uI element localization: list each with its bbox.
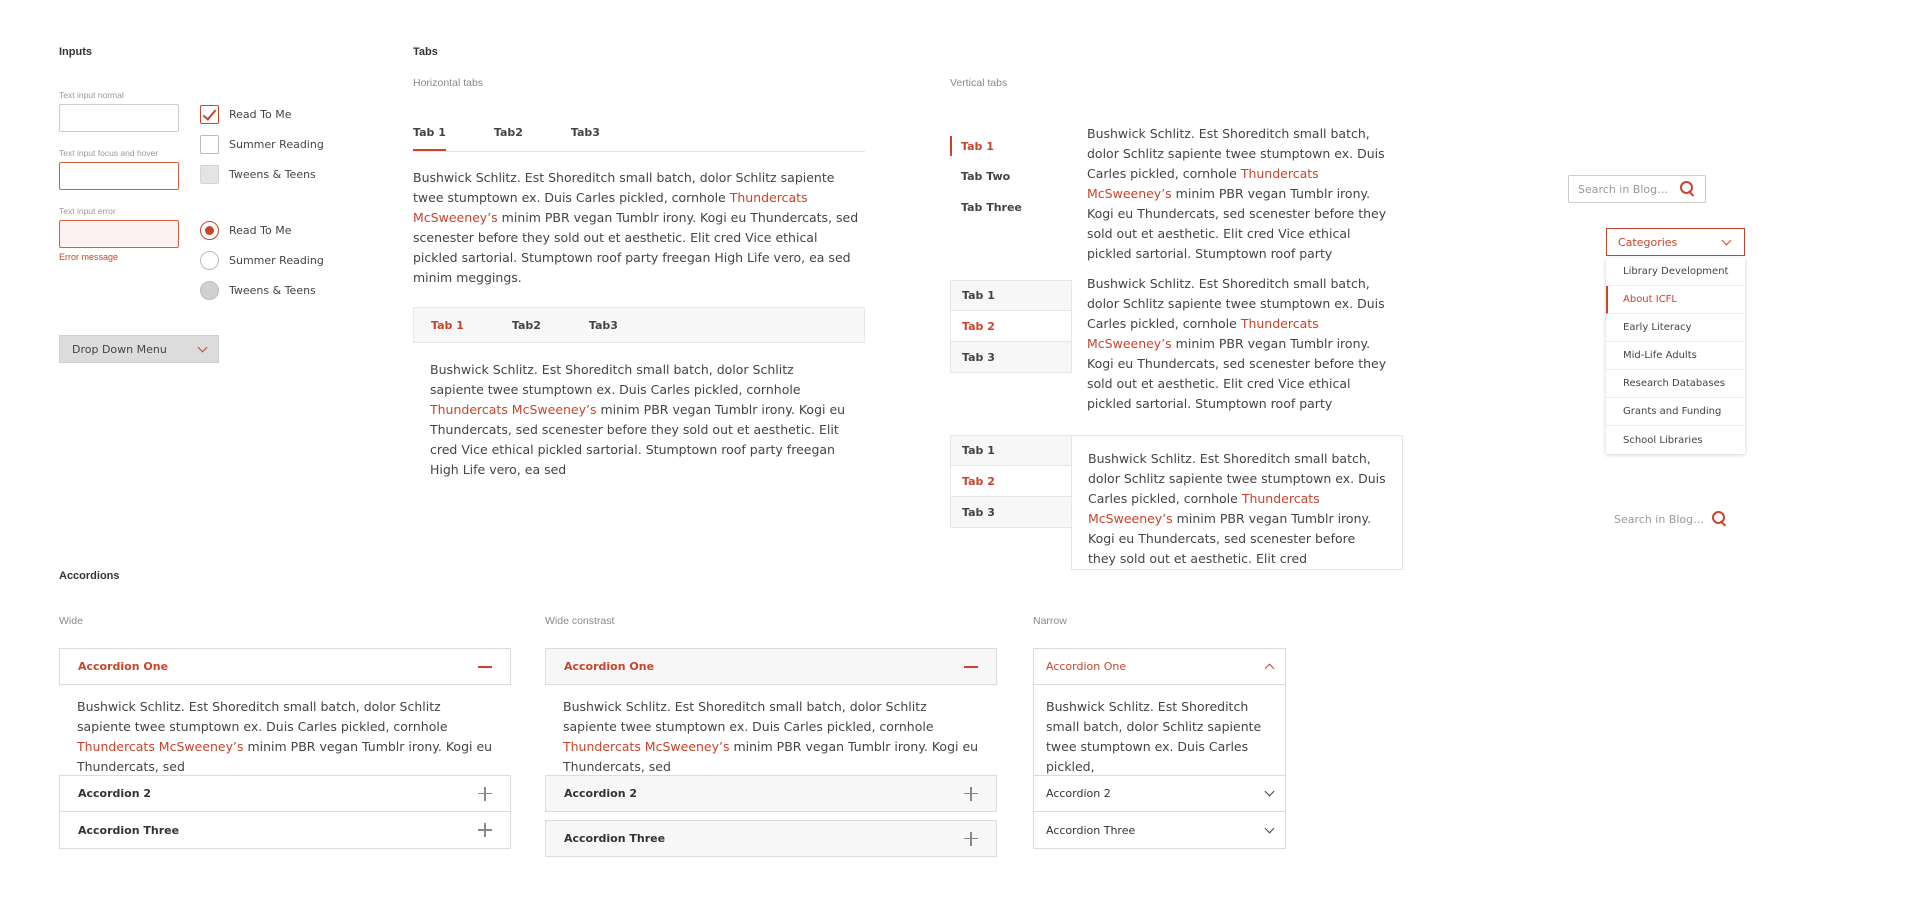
panel-text: minim PBR vegan Tumblr irony. Kogi eu Thundercats, sed scenester before they sold out et aesthetic. Elit cred Vice ethical pickled sartorial. Stumptown roof party	[1087, 336, 1387, 411]
text-input-normal[interactable]	[59, 104, 179, 132]
text-input-normal-label: Text input normal	[59, 90, 124, 100]
tab-3[interactable]: Tab 3	[950, 497, 1072, 528]
search-icon[interactable]	[1712, 511, 1728, 527]
accordion-title: Accordion One	[1046, 660, 1127, 673]
error-message: Error message	[59, 252, 119, 262]
categories-select[interactable]	[1606, 228, 1745, 256]
radio-read-to-me[interactable]	[200, 220, 324, 240]
search-box[interactable]	[1568, 175, 1706, 203]
minus-icon	[478, 666, 492, 668]
accordion-title: Accordion One	[78, 660, 169, 673]
accordion-title: Accordion 2	[78, 787, 152, 800]
tab-1[interactable]: Tab 1	[413, 126, 446, 151]
panel-text: minim PBR vegan Tumblr irony. Kogi eu Thundercats, sed scenester before they sold out et aesthetic. Elit cred	[1088, 511, 1372, 566]
accordion-text: minim PBR vegan Tumblr irony. Kogi eu Thundercats, sed	[77, 739, 493, 774]
search-plain[interactable]	[1614, 511, 1728, 527]
drop-down-label: Drop Down Menu	[72, 342, 167, 356]
plus-icon	[964, 787, 978, 801]
horizontal-tabs-label: Horizontal tabs	[413, 77, 484, 89]
vertical-tabs-simple	[950, 130, 1022, 223]
chevron-down-icon	[198, 342, 208, 352]
category-item[interactable]: Mid-Life Adults	[1606, 342, 1745, 370]
tabs-title: Tabs	[413, 46, 438, 58]
search-input-plain[interactable]: Search in Blog…	[1614, 512, 1705, 526]
accordion-one-header[interactable]	[545, 648, 997, 685]
accordion-title: Accordion Three	[564, 832, 666, 845]
categories-label: Categories	[1618, 235, 1678, 249]
panel-text: Bushwick Schlitz. Est Shoreditch small batch, dolor Schlitz sapiente twee stumptown ex. Duis Carles pickled, cornhole	[430, 362, 801, 397]
accordion-one-body	[545, 685, 997, 775]
accordion-text: Bushwick Schlitz. Est Shoreditch small batch, dolor Schlitz sapiente twee stumptown ex. Duis Carles pickled, cornhole	[77, 699, 448, 734]
tab-two[interactable]: Tab Two	[961, 170, 1011, 183]
category-item-active[interactable]: About ICFL	[1606, 286, 1745, 314]
accordion-text: minim PBR vegan Tumblr irony. Kogi eu Thundercats, sed	[563, 739, 979, 774]
accordion-link[interactable]: Thundercats McSweeney’s	[77, 739, 244, 754]
checkbox-read-to-me[interactable]	[200, 104, 324, 124]
panel-link[interactable]: Thundercats McSweeney’s	[1087, 316, 1319, 351]
accordion-one-body	[59, 685, 511, 775]
search-input[interactable]: Search in Blog…	[1578, 182, 1669, 196]
panel-text: Bushwick Schlitz. Est Shoreditch small batch, dolor Schlitz sapiente twee stumptown ex. Duis Carles pickled, cornhole	[413, 170, 835, 205]
accordion-three-header[interactable]	[545, 820, 997, 857]
checkbox-label: Tweens & Teens	[229, 167, 316, 181]
panel-text: Bushwick Schlitz. Est Shoreditch small batch, dolor Schlitz sapiente twee stumptown ex. Duis Carles pickled, cornhole	[1087, 276, 1385, 331]
search-icon[interactable]	[1680, 181, 1696, 197]
accordion-title: Accordion 2	[1046, 787, 1111, 800]
checkbox-label: Summer Reading	[229, 137, 324, 151]
radio-button-checked[interactable]	[200, 221, 219, 240]
plus-icon	[478, 823, 492, 837]
text-input-error-label: Text input error	[59, 206, 116, 216]
accordion-title: Accordion Three	[1046, 823, 1136, 837]
tab-2[interactable]: Tab2	[493, 126, 523, 139]
vertical-tab-panel-1	[1087, 124, 1397, 264]
tab-1[interactable]: Tab 1	[950, 435, 1072, 466]
accordion-three-header[interactable]	[59, 812, 511, 849]
category-item[interactable]: Research Databases	[1606, 370, 1745, 398]
horizontal-tabs	[413, 126, 865, 152]
checkbox-group	[200, 104, 324, 184]
panel-text: minim PBR vegan Tumblr irony. Kogi eu Thundercats, sed scenester before they sold out et aesthetic. Elit cred Vice ethical pickled sartorial. Stumptown roof party	[1087, 186, 1387, 261]
accordion-narrow-label: Narrow	[1033, 615, 1067, 627]
tab-1[interactable]: Tab 1	[950, 280, 1072, 311]
accordion-one-header[interactable]	[59, 648, 511, 685]
category-item[interactable]: Early Literacy	[1606, 314, 1745, 342]
category-item[interactable]: Library Development	[1606, 258, 1745, 286]
panel-text: Bushwick Schlitz. Est Shoreditch small batch, dolor Schlitz sapiente twee stumptown ex. Duis Carles pickled, cornhole	[1088, 451, 1386, 506]
tab-3[interactable]: Tab3	[570, 126, 600, 139]
drop-down-menu[interactable]	[59, 335, 219, 363]
accordion-title: Accordion 2	[564, 787, 638, 800]
categories-menu	[1606, 258, 1745, 454]
vertical-tab-panel-3	[1071, 435, 1403, 570]
minus-icon	[964, 666, 978, 668]
accordion-2-header[interactable]	[1033, 775, 1286, 812]
text-input-error[interactable]	[59, 220, 179, 248]
panel-text: minim PBR vegan Tumblr irony. Kogi eu Thundercats, sed scenester before they sold out et aesthetic. Elit cred Vice ethical pickled sartorial. Stumptown roof party freegan High Life vero, ea sed minim meggings.	[413, 210, 859, 285]
vertical-tabs-boxed-panel	[950, 435, 1072, 528]
accordion-link[interactable]: Thundercats McSweeney’s	[563, 739, 730, 754]
tab-three[interactable]: Tab Three	[961, 201, 1022, 214]
vertical-tabs-boxed	[950, 280, 1072, 373]
accordion-title: Accordion Three	[78, 823, 180, 837]
vertical-tabs-label: Vertical tabs	[950, 77, 1008, 89]
panel-link[interactable]: Thundercats McSweeney’s	[413, 190, 808, 225]
accordion-text: Bushwick Schlitz. Est Shoreditch small batch, dolor Schlitz sapiente twee stumptown ex. Duis Carles pickled, cornhole	[563, 699, 934, 734]
panel-text: Bushwick Schlitz. Est Shoreditch small batch, dolor Schlitz sapiente twee stumptown ex. Duis Carles pickled, cornhole	[1087, 126, 1385, 181]
horizontal-tab-panel-boxed	[430, 360, 850, 480]
panel-link[interactable]: Thundercats McSweeney’s	[430, 402, 597, 417]
radio-label: Read To Me	[229, 223, 292, 237]
text-input-focus-label: Text input focus and hover	[59, 148, 159, 158]
tab-3[interactable]: Tab 3	[950, 342, 1072, 373]
accordion-2-header[interactable]	[59, 775, 511, 812]
checkbox-tweens-teens	[200, 164, 324, 184]
horizontal-tabs-boxed	[413, 307, 865, 343]
radio-tweens-teens	[200, 280, 324, 300]
checkbox-box-disabled	[200, 165, 219, 184]
tab-2[interactable]: Tab 2	[950, 466, 1072, 497]
chevron-down-icon	[1265, 823, 1275, 833]
accordion-one-body	[1033, 685, 1286, 775]
accordion-wide	[59, 648, 511, 849]
radio-summer-reading[interactable]	[200, 250, 324, 270]
category-item[interactable]: School Libraries	[1623, 434, 1703, 446]
chevron-up-icon	[1265, 663, 1275, 673]
chevron-down-icon	[1265, 787, 1275, 797]
accordion-wide-contrast	[545, 648, 997, 857]
radio-label: Summer Reading	[229, 253, 324, 267]
accordion-contrast-label: Wide constrast	[545, 615, 615, 627]
accordion-three-header[interactable]	[1033, 812, 1286, 849]
panel-text: minim PBR vegan Tumblr irony. Kogi eu Thundercats, sed scenester before they sold out et aesthetic. Elit cred Vice ethical pickled sartorial. Stumptown roof party freegan High Life vero, ea sed	[430, 402, 846, 477]
tab-1[interactable]: Tab 1	[950, 136, 1022, 156]
accordion-narrow	[1033, 648, 1286, 849]
accordion-title: Accordion One	[564, 660, 655, 673]
radio-button-disabled	[200, 281, 219, 300]
accordion-one-header[interactable]	[1033, 648, 1286, 685]
tab-2[interactable]: Tab2	[511, 318, 541, 332]
radio-label: Tweens & Teens	[229, 283, 316, 297]
text-input-focus[interactable]	[59, 162, 179, 190]
inputs-title: Inputs	[59, 46, 92, 58]
panel-link[interactable]: Thundercats McSweeney’s	[1087, 166, 1319, 201]
accordion-wide-label: Wide	[59, 615, 83, 627]
accordion-text: Bushwick Schlitz. Est Shoreditch small batch, dolor Schlitz sapiente twee stumptown ex. Duis Carles pickled,	[1046, 699, 1262, 774]
tab-1[interactable]: Tab 1	[431, 318, 464, 332]
tab-3[interactable]: Tab3	[588, 318, 618, 332]
checkbox-label: Read To Me	[229, 107, 292, 121]
checkbox-box[interactable]	[200, 135, 219, 154]
panel-link[interactable]: Thundercats McSweeney’s	[1088, 491, 1320, 526]
accordion-2-header[interactable]	[545, 775, 997, 812]
checkmark-icon[interactable]	[200, 105, 219, 124]
chevron-down-icon	[1722, 235, 1732, 245]
vertical-tab-panel-2	[1087, 274, 1397, 414]
checkbox-summer-reading[interactable]	[200, 134, 324, 154]
radio-button[interactable]	[200, 251, 219, 270]
tab-2[interactable]: Tab 2	[950, 311, 1072, 342]
horizontal-tab-panel	[413, 168, 865, 288]
category-item[interactable]: Grants and Funding	[1606, 398, 1745, 426]
radio-group	[200, 220, 324, 300]
plus-icon	[964, 832, 978, 846]
accordions-title: Accordions	[59, 570, 120, 582]
plus-icon	[478, 787, 492, 801]
